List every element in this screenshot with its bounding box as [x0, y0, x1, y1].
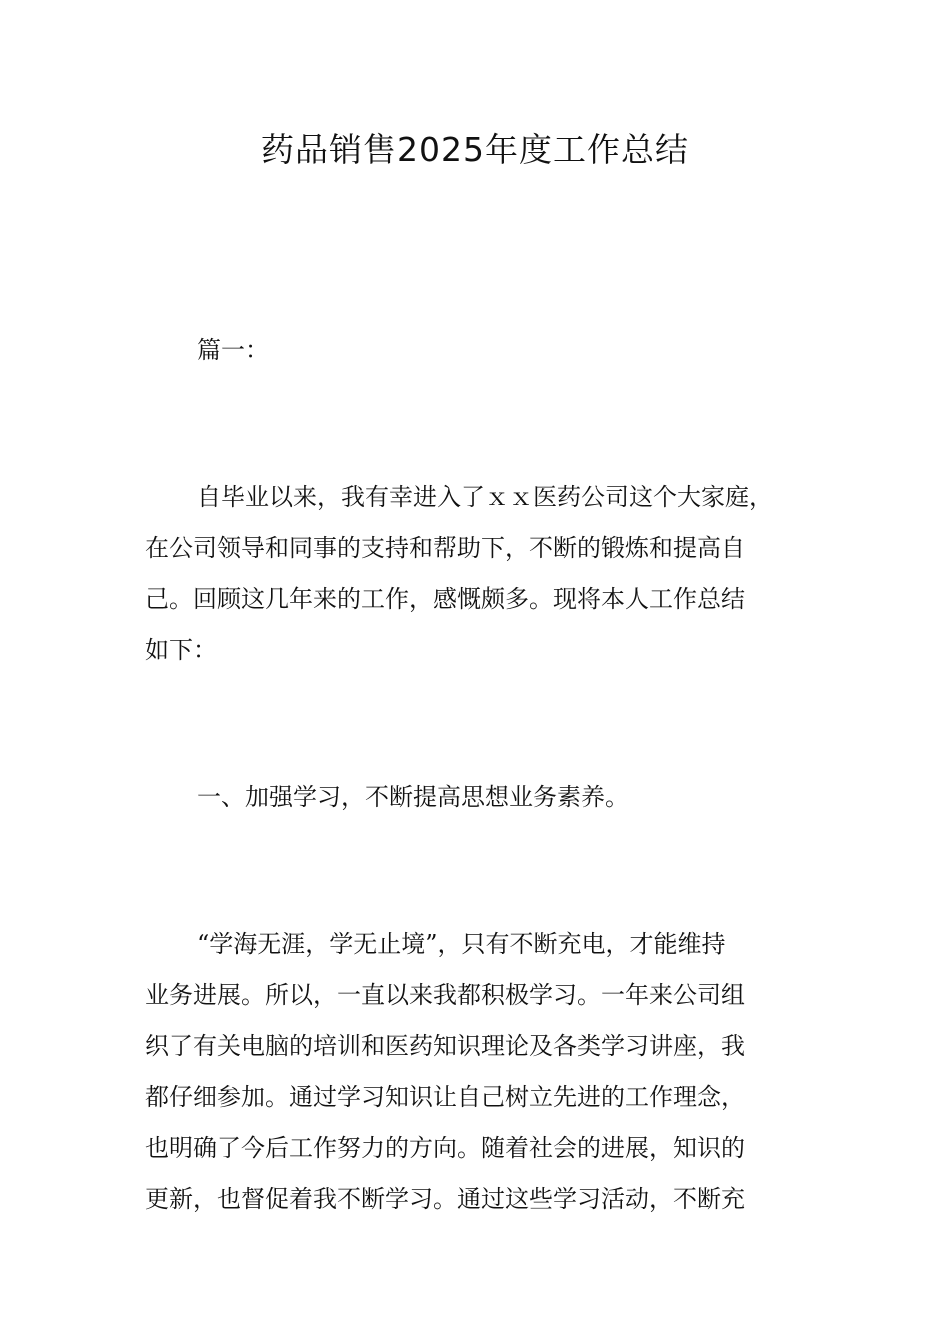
paragraph-1 — [145, 472, 810, 676]
paragraph-2-line: 更新，也督促着我不断学习。通过这些学习活动，不断充 — [145, 1185, 745, 1213]
paragraph-1-line: 在公司领导和同事的支持和帮助下，不断的锻炼和提高自 — [145, 534, 745, 562]
paragraph-2-line: 都仔细参加。通过学习知识让自己树立先进的工作理念， — [145, 1083, 745, 1111]
paragraph-1-line: 自毕业以来，我有幸进入了ｘｘ医药公司这个大家庭， — [197, 483, 773, 511]
paragraph-2 — [145, 919, 810, 1225]
section-heading-block — [145, 772, 810, 823]
section-heading: 一、加强学习，不断提高思想业务素养。 — [197, 783, 629, 811]
paragraph-1-line: 如下： — [145, 636, 217, 664]
section-label: 篇一： — [197, 336, 269, 364]
paragraph-2-line: 也明确了今后工作努力的方向。随着社会的进展，知识的 — [145, 1134, 745, 1162]
paragraph-1-line: 己。回顾这几年来的工作，感慨颇多。现将本人工作总结 — [145, 585, 745, 613]
paragraph-2-line: “学海无涯，学无止境”，只有不断充电，才能维持 — [197, 930, 726, 958]
paragraph-2-line: 织了有关电脑的培训和医药知识理论及各类学习讲座，我 — [145, 1032, 745, 1060]
paragraph-2-line: 业务进展。所以，一直以来我都积极学习。一年来公司组 — [145, 981, 745, 1009]
document-title: 药品销售2025年度工作总结 — [261, 130, 689, 169]
section-label-block — [145, 325, 810, 376]
